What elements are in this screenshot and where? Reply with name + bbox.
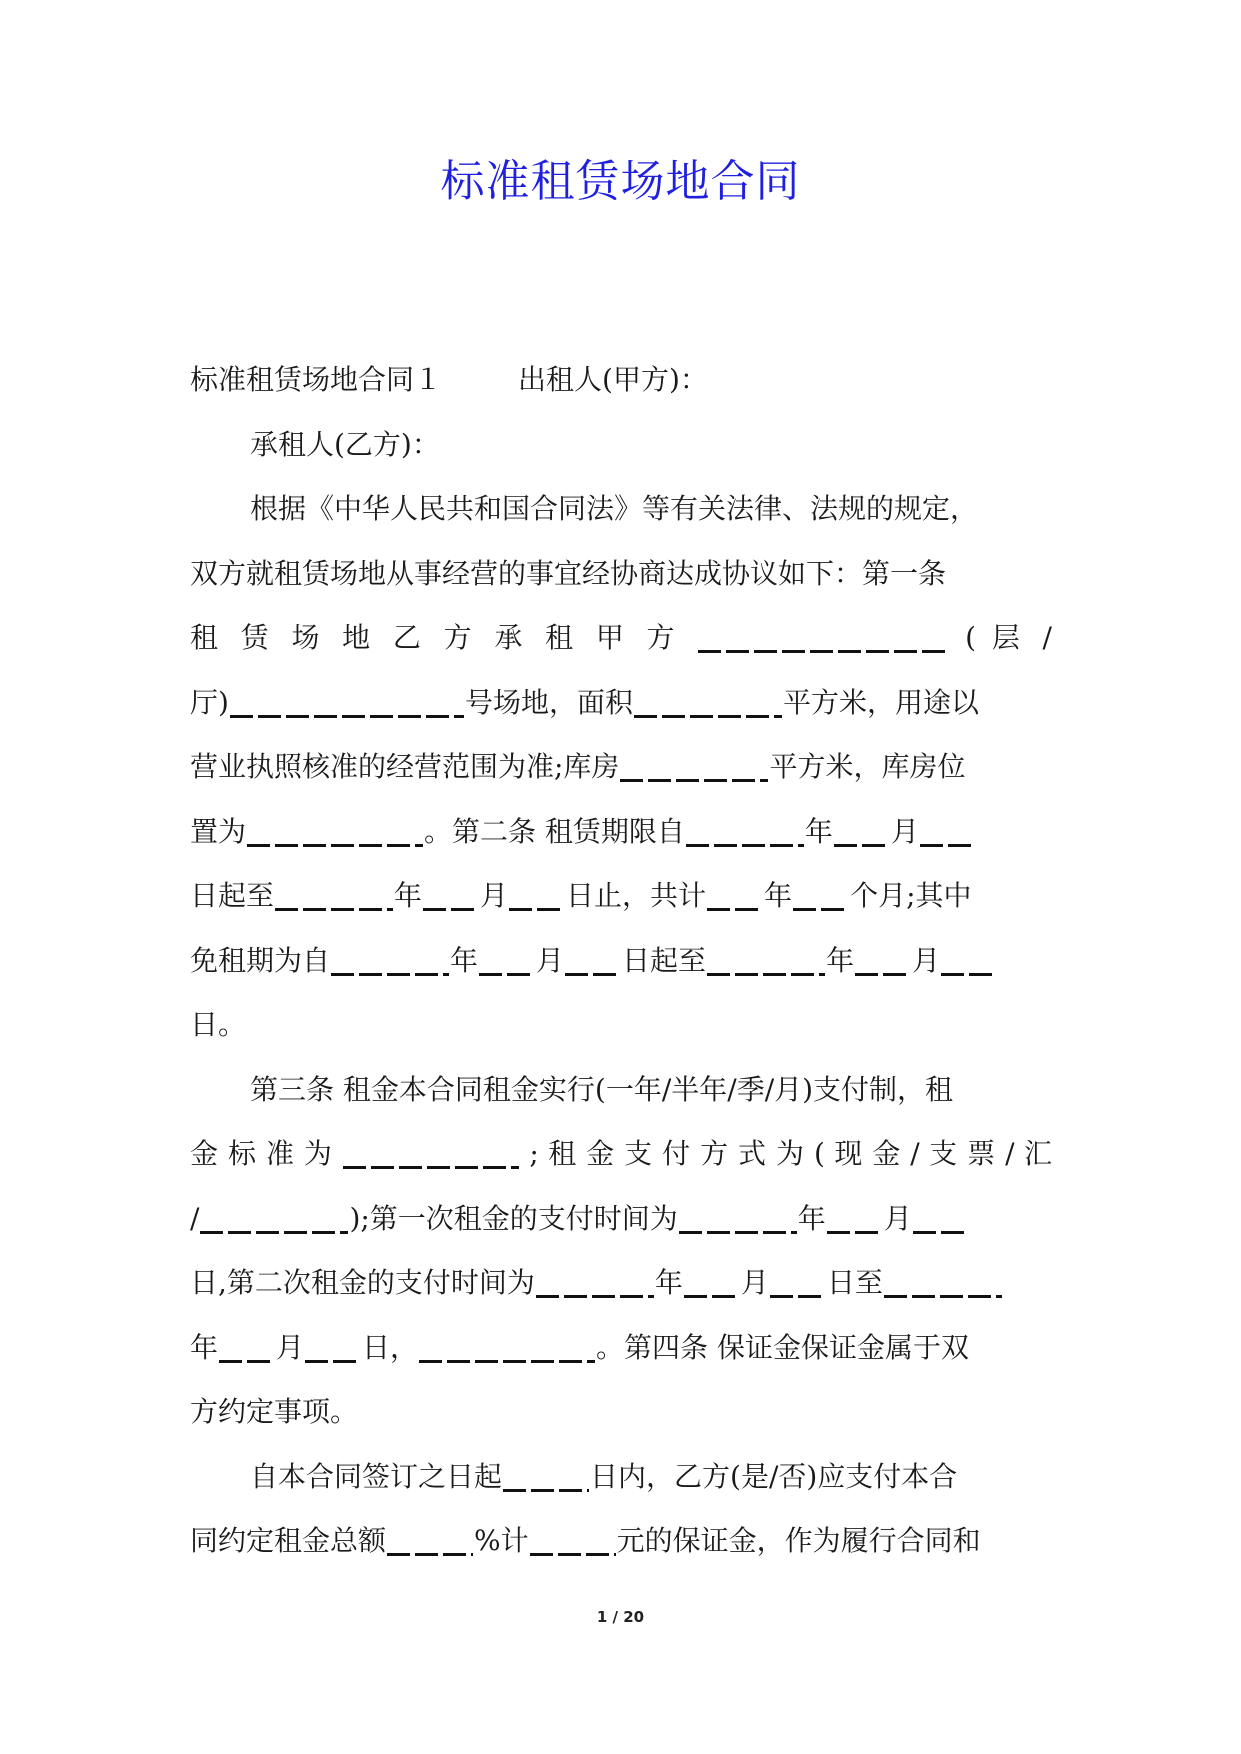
fill-blank <box>770 1272 826 1298</box>
fill-blank <box>275 885 393 911</box>
fill-blank <box>509 885 565 911</box>
fill-blank <box>331 950 449 976</box>
lessee-label: 承租人(乙方)： <box>250 427 440 461</box>
paragraph-line: 同约定租金总额 %计 元的保证金，作为履行合同和 <box>190 1524 981 1557</box>
paragraph-line: 双方就租赁场地从事经营的事宜经协商达成协议如下：第一条 <box>190 556 947 590</box>
intro-line <box>190 348 1052 413</box>
fill-blank <box>565 950 621 976</box>
fill-blank <box>230 692 464 718</box>
page-number: 1 / 20 <box>596 1608 645 1626</box>
document-title: 标准租赁场地合同 <box>440 156 801 207</box>
paragraph-line: 厅) 号场地，面积 平方米，用途以 <box>190 685 979 719</box>
paragraph-line: 租 赁 场 地 乙 方 承 租 甲 方 ( 层 / <box>190 621 1052 654</box>
fill-blank <box>941 950 997 976</box>
fill-blank <box>913 1208 969 1234</box>
fill-blank <box>827 1208 883 1234</box>
paragraph-line: 第三条 租金本合同租金实行(一年/半年/季/月)支付制，租 <box>250 1072 954 1106</box>
fill-blank <box>684 1272 740 1298</box>
fill-blank <box>793 885 849 911</box>
paragraph-line: 年 月 日， 。第四条 保证金保证金属于双 <box>190 1330 969 1364</box>
fill-blank <box>530 1530 616 1556</box>
fill-blank <box>423 885 479 911</box>
fill-blank <box>920 821 976 847</box>
fill-blank <box>247 821 423 847</box>
document-body <box>190 348 1052 1574</box>
fill-blank <box>219 1337 275 1363</box>
fill-blank <box>634 692 782 718</box>
paragraph-line: 自本合同签订之日起 日内，乙方(是/否)应支付本合 <box>250 1459 958 1493</box>
lessor-label: 出租人(甲方)： <box>518 363 708 396</box>
fill-blank <box>343 1143 519 1169</box>
fill-blank <box>479 950 535 976</box>
paragraph-line: 日。 <box>190 1008 247 1041</box>
fill-blank <box>855 950 911 976</box>
fill-blank <box>536 1272 654 1298</box>
paragraph-line: 方约定事项。 <box>190 1395 359 1428</box>
fill-blank <box>834 821 890 847</box>
fill-blank <box>679 1208 797 1234</box>
paragraph-line: 免租期为自 年 月 日起至 年 月 <box>190 929 1052 994</box>
fill-blank <box>419 1337 595 1363</box>
paragraph-line: 置为 。第二条 租赁期限自 年 月 <box>190 800 1052 865</box>
fill-blank <box>707 885 763 911</box>
fill-blank <box>503 1466 589 1492</box>
fill-blank <box>698 627 948 653</box>
fill-blank <box>620 756 768 782</box>
contract-heading: 标准租赁场地合同１ <box>190 363 443 396</box>
paragraph-line: / );第一次租金的支付时间为 年 月 <box>190 1187 1052 1252</box>
fill-blank <box>200 1208 348 1234</box>
paragraph-line: 根据《中华人民共和国合同法》等有关法律、法规的规定， <box>250 492 979 525</box>
fill-blank <box>707 950 825 976</box>
fill-blank <box>884 1272 1002 1298</box>
paragraph-line: 营业执照核准的经营范围为准;库房 平方米，库房位 <box>190 750 966 783</box>
fill-blank <box>305 1337 361 1363</box>
lessee-line <box>190 413 1052 478</box>
fill-blank <box>387 1530 473 1556</box>
paragraph-line: 日,第二次租金的支付时间为 年 月 日至 <box>190 1251 1052 1316</box>
paragraph-line: 日起至 年 月 日止，共计 年 个月;其中 <box>190 879 972 912</box>
fill-blank <box>686 821 804 847</box>
paragraph-line: 金 标 准 为 ; 租 金 支 付 方 式 为 ( 现 金 / 支 票 / 汇 <box>190 1137 1052 1170</box>
